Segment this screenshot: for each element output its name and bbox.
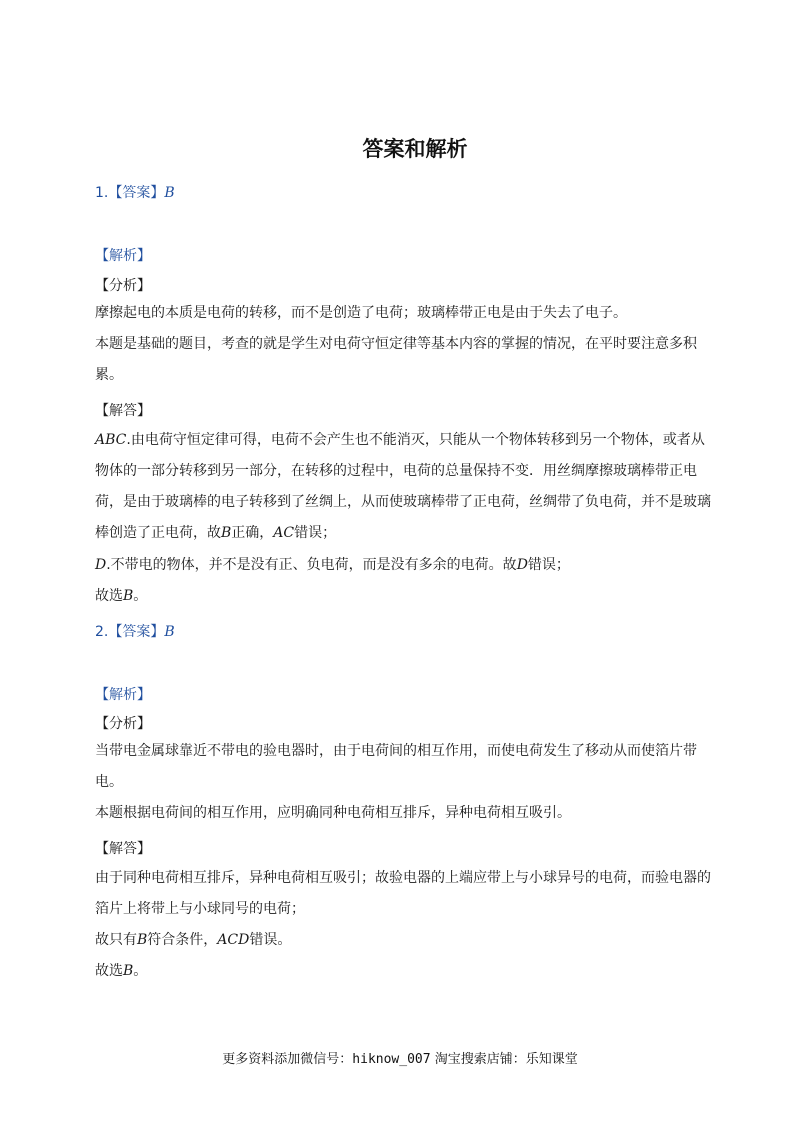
q1-conclusion-2: 。	[133, 588, 148, 604]
page-footer	[0, 1048, 800, 1067]
q2-number: 2.	[95, 624, 109, 640]
q2-conclusion-1: 故选	[95, 963, 123, 979]
q2-answer: B	[164, 624, 175, 640]
q2-only-acd: ACD	[217, 932, 250, 948]
q2-only-3: 错误。	[249, 932, 292, 948]
footer-wechat: hiknow_007	[352, 1052, 431, 1067]
q1-jieda-d	[95, 550, 715, 581]
q1-answer-tag: 【答案】	[108, 185, 165, 201]
q1-abc-b: B	[221, 525, 232, 541]
q2-answer-tag: 【答案】	[108, 624, 165, 640]
footer-text-2: 淘宝搜索店铺：乐知课堂	[430, 1052, 578, 1067]
footer-text-1: 更多资料添加微信号：	[222, 1052, 353, 1067]
q2-fenxi-tag: 【分析】	[95, 716, 151, 732]
q1-answer: B	[164, 185, 175, 201]
q1-conclusion-b: B	[123, 588, 134, 604]
q1-jieda-abc	[95, 425, 715, 549]
q2-conclusion-2: 。	[133, 963, 148, 979]
q1-answer-line	[95, 182, 175, 202]
q1-fenxi-tag: 【分析】	[95, 278, 151, 294]
q1-abc-label: ABC	[95, 432, 127, 448]
q2-conclusion	[95, 956, 715, 987]
q2-fenxi-line1: 当带电金属球靠近不带电的验电器时，由于电荷间的相互作用，而使电荷发生了移动从而使箔片带电。	[95, 743, 697, 790]
q1-d-text-2: 错误；	[527, 557, 570, 573]
q1-abc-text-2: 正确，	[231, 525, 274, 541]
q1-jiexi-tag: 【解析】	[95, 248, 151, 264]
q1-abc-text-3: 错误；	[294, 525, 337, 541]
q2-answer-line	[95, 621, 175, 641]
page-title: 答案和解析	[362, 137, 468, 161]
q2-only-2: 符合条件，	[147, 932, 218, 948]
q1-fenxi-line1: 摩擦起电的本质是电荷的转移，而不是创造了电荷；玻璃棒带正电是由于失去了电子。	[95, 305, 627, 321]
q2-conclusion-b: B	[123, 963, 134, 979]
q2-jieda-tag: 【解答】	[95, 841, 151, 857]
q2-jieda-text: 由于同种电荷相互排斥，异种电荷相互吸引；故验电器的上端应带上与小球异号的电荷，而验电器的箔片上将带上与小球同号的电荷；	[95, 870, 711, 917]
q1-conclusion-1: 故选	[95, 588, 123, 604]
q2-jiexi-tag: 【解析】	[95, 687, 151, 703]
q1-d-d: D	[516, 557, 528, 573]
q1-fenxi-line2: 本题是基础的题目，考查的就是学生对电荷守恒定律等基本内容的掌握的情况，在平时要注意多积累。	[95, 336, 697, 383]
q2-fenxi-line2: 本题根据电荷间的相互作用，应明确同种电荷相互排斥，异种电荷相互吸引。	[95, 805, 571, 821]
q1-jieda-tag: 【解答】	[95, 403, 151, 419]
q2-only	[95, 925, 715, 956]
q1-abc-ac: AC	[273, 525, 295, 541]
q2-only-1: 故只有	[95, 932, 137, 948]
q1-conclusion	[95, 581, 715, 612]
q2-only-b: B	[137, 932, 148, 948]
q1-abc-text-1: .由电荷守恒定律可得，电荷不会产生也不能消灭，只能从一个物体转移到另一个物体，或者从物体的一部分转移到另一部分，在转移的过程中，电荷的总量保持不变．用丝绸摩擦玻璃棒带正电荷，是由于玻璃棒的电子转移到了丝绸上，从而使玻璃棒带了正电荷，丝绸带了负电荷，并不是玻璃棒创造了正电荷，故	[95, 432, 711, 541]
q1-number: 1.	[95, 185, 109, 201]
q1-d-text-1: .不带电的物体，并不是没有正、负电荷，而是没有多余的电荷。故	[106, 557, 517, 573]
q1-d-label: D	[95, 557, 107, 573]
